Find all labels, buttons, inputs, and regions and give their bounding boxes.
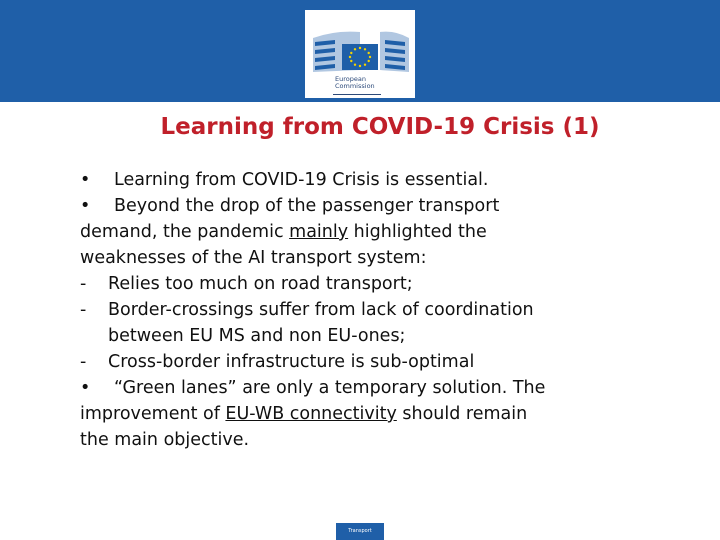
- text-segment: the main objective.: [80, 430, 250, 450]
- text-segment: improvement of: [80, 404, 226, 424]
- underlined-text: EU-WB connectivity: [225, 404, 397, 424]
- text-segment: weaknesses of the AI transport system:: [80, 248, 427, 268]
- logo-text-line1: European: [335, 75, 366, 83]
- dash-text: between EU MS and non EU-ones;: [108, 326, 406, 346]
- bullet-glyph: •: [80, 170, 91, 190]
- logo-text-line2: Commission: [335, 82, 375, 90]
- dash-item: [80, 349, 680, 375]
- slide-body: [80, 167, 680, 453]
- dash-item: [80, 297, 680, 323]
- bullet-glyph: •: [80, 196, 91, 216]
- bullet-continuation: [80, 427, 680, 453]
- logo-text: [335, 76, 375, 90]
- bullet-text: Beyond the drop of the passenger transport: [114, 196, 500, 216]
- dash-glyph: -: [80, 352, 87, 372]
- text-segment: demand, the pandemic: [80, 222, 290, 242]
- dash-item: [80, 271, 680, 297]
- bullet-glyph: •: [80, 378, 91, 398]
- bullet-item: [80, 167, 680, 193]
- underlined-text: mainly: [289, 222, 349, 242]
- dash-glyph: -: [80, 274, 87, 294]
- european-commission-logo: [305, 10, 415, 98]
- bullet-continuation: [80, 245, 680, 271]
- dash-glyph: -: [80, 300, 87, 320]
- dash-text: Border-crossings suffer from lack of coordination: [108, 300, 534, 320]
- dash-continuation: [80, 323, 680, 349]
- header-banner: [0, 0, 720, 102]
- bullet-continuation: [80, 219, 680, 245]
- text-segment: highlighted the: [348, 222, 487, 242]
- bullet-item: [80, 193, 680, 219]
- bullet-text: “Green lanes” are only a temporary solution. The: [114, 378, 546, 398]
- footer-section-tag: Transport: [336, 523, 384, 540]
- bullet-text: Learning from COVID-19 Crisis is essential.: [114, 170, 489, 190]
- text-segment: should remain: [396, 404, 528, 424]
- bullet-item: [80, 375, 680, 401]
- slide-title: Learning from COVID-19 Crisis (1): [160, 114, 600, 140]
- bullet-continuation: [80, 401, 680, 427]
- dash-text: Relies too much on road transport;: [108, 274, 413, 294]
- dash-text: Cross-border infrastructure is sub-optimal: [108, 352, 475, 372]
